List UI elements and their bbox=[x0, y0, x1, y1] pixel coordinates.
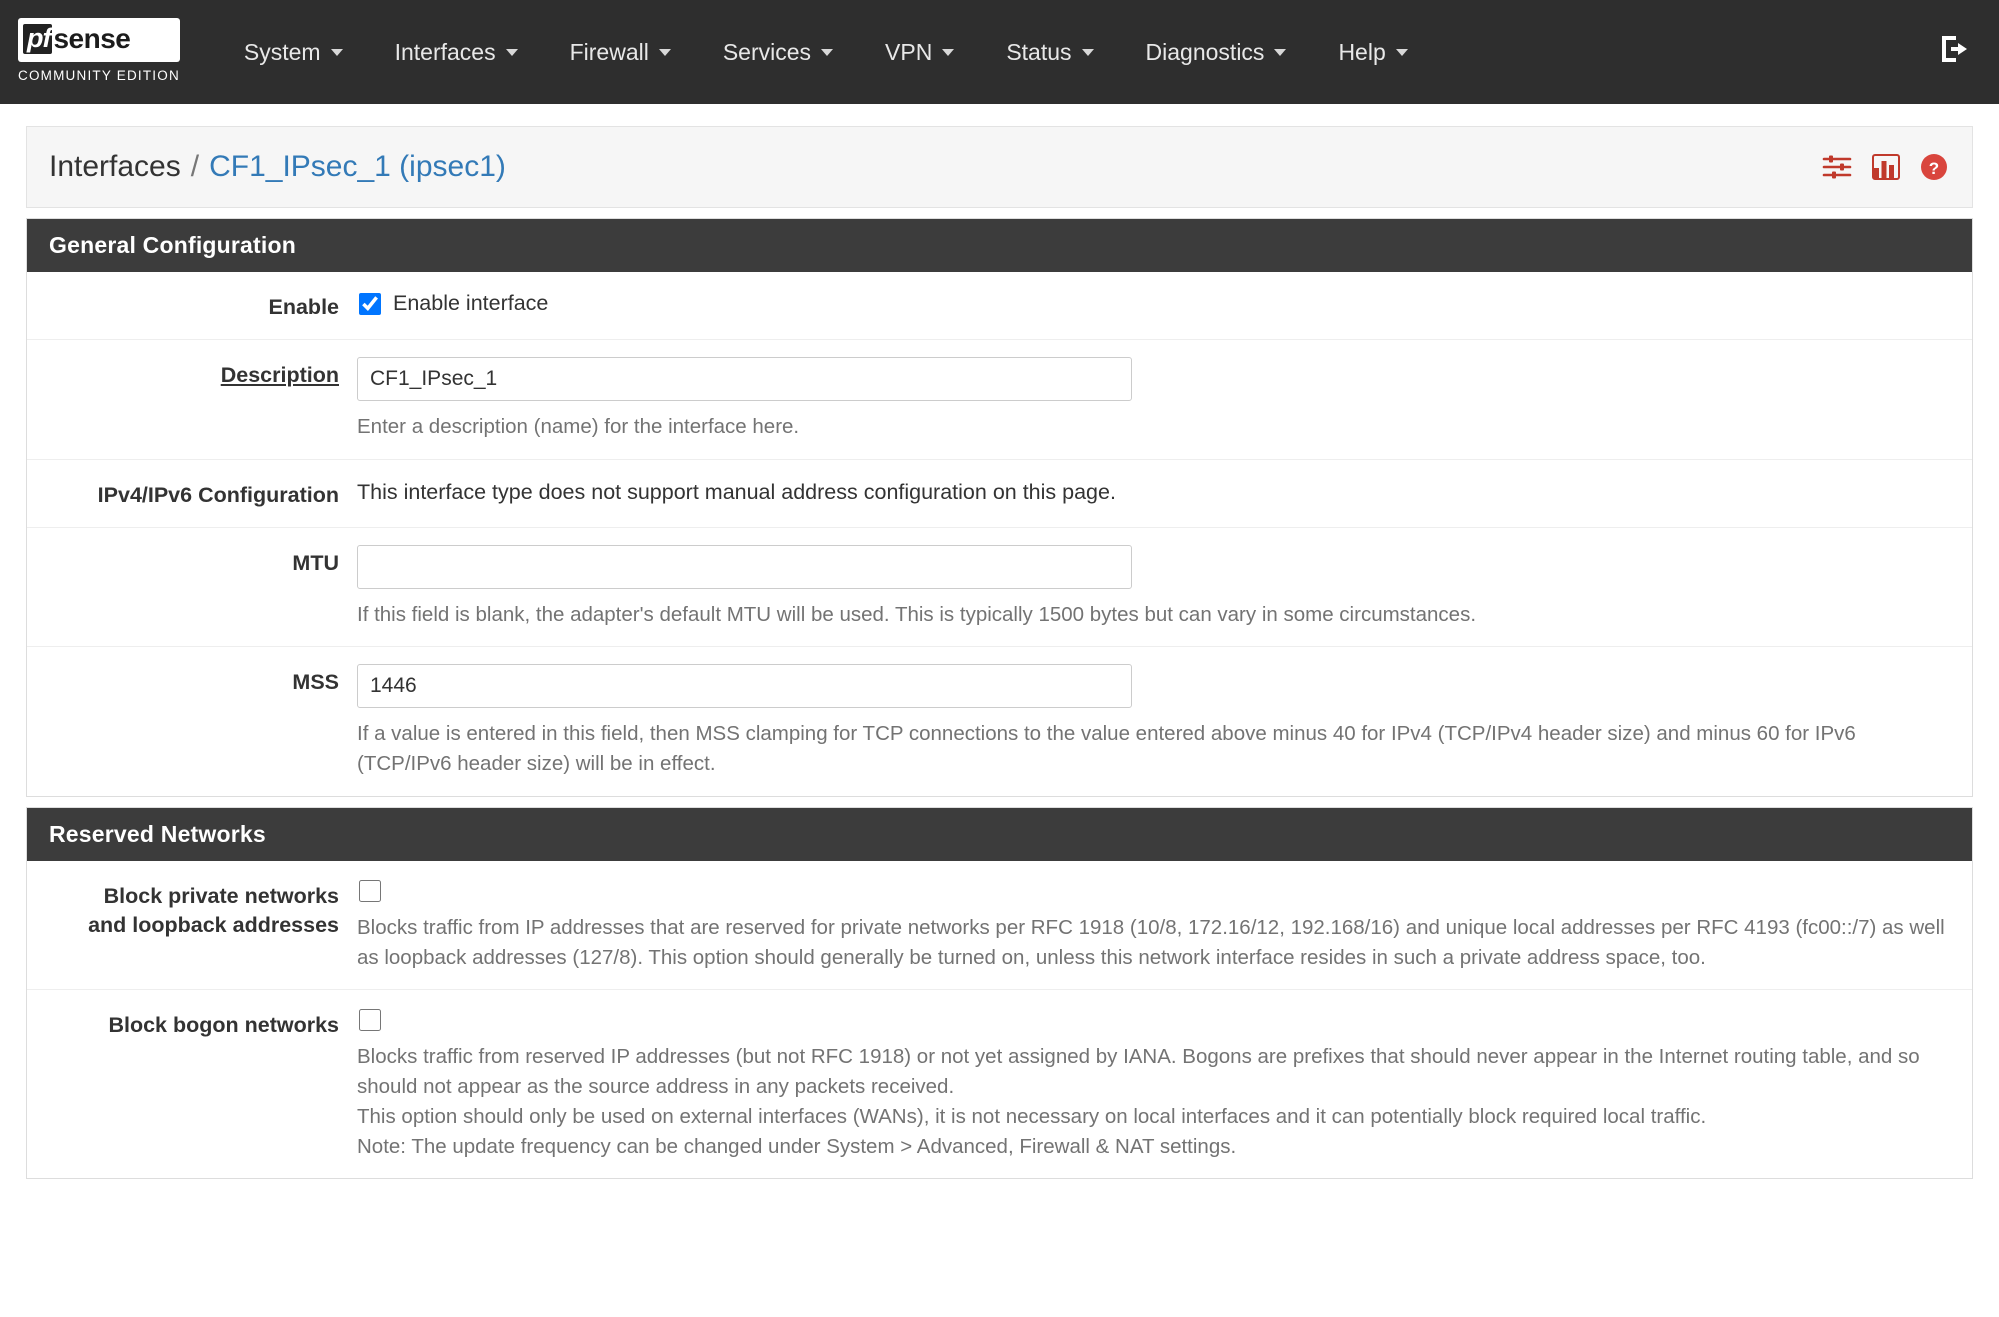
label-mtu: MTU bbox=[292, 550, 339, 575]
block-bogon-help-line2: This option should only be used on external interfaces (WANs), it is not necessary on local interfaces and it can potentially block required local traffic. bbox=[357, 1104, 1707, 1128]
panel-general-title: General Configuration bbox=[27, 219, 1972, 272]
mss-input[interactable] bbox=[357, 664, 1132, 708]
mss-help: If a value is entered in this field, then MSS clamping for TCP connections to the value entered above minus 40 for IPv4 (TCP/IPv4 header size) and minus 60 for IPv6 (TCP/IPv6 header size) will be in effect. bbox=[357, 722, 1856, 776]
nav-item-status[interactable] bbox=[980, 0, 1119, 104]
brand-logo[interactable] bbox=[18, 18, 180, 87]
page-container bbox=[0, 126, 1999, 1179]
block-bogon-checkbox-line bbox=[357, 1007, 1948, 1031]
nav-item-diagnostics[interactable] bbox=[1120, 0, 1313, 104]
block-bogon-networks-checkbox[interactable] bbox=[359, 1009, 381, 1031]
field-block-private-networks bbox=[357, 878, 1972, 972]
panel-reserved-networks bbox=[26, 807, 1973, 1179]
field-block-bogon-networks bbox=[357, 1007, 1972, 1161]
chart-bar-icon[interactable] bbox=[1872, 154, 1900, 180]
field-mtu bbox=[357, 545, 1972, 630]
label-ip-configuration: IPv4/IPv6 Configuration bbox=[97, 482, 339, 507]
brand-sense-text: sense bbox=[53, 23, 131, 54]
nav-item-vpn-label: VPN bbox=[885, 38, 933, 65]
description-input[interactable] bbox=[357, 357, 1132, 401]
chevron-down-icon bbox=[821, 49, 833, 56]
nav-item-firewall[interactable] bbox=[544, 0, 697, 104]
svg-text:?: ? bbox=[1928, 159, 1940, 178]
header-icon-group bbox=[1822, 153, 1948, 181]
panel-general-configuration bbox=[26, 218, 1973, 797]
chevron-down-icon bbox=[506, 49, 518, 56]
enable-interface-label[interactable]: Enable interface bbox=[393, 291, 549, 315]
nav-item-interfaces-label: Interfaces bbox=[394, 38, 496, 65]
row-mtu bbox=[27, 528, 1972, 648]
block-private-help: Blocks traffic from IP addresses that are reserved for private networks per RFC 1918 (10/8, 172.16/12, 192.168/16) and unique local addresses per RFC 4193 (fc00::/7) as well as loopback addresses (127/8). This option should generally be turned on, unless this network interface resides in such a private address space, too. bbox=[357, 915, 1945, 969]
header-spacer bbox=[26, 208, 1973, 218]
nav-item-vpn[interactable] bbox=[859, 0, 980, 104]
row-block-private-networks bbox=[27, 861, 1972, 990]
chevron-down-icon bbox=[1396, 49, 1408, 56]
label-block-private-line1: Block private networks bbox=[103, 883, 339, 908]
nav-menu bbox=[218, 0, 1434, 104]
block-private-checkbox-line bbox=[357, 878, 1948, 902]
field-mss bbox=[357, 664, 1972, 778]
enable-interface-checkbox[interactable] bbox=[359, 293, 381, 315]
label-block-private-networks bbox=[27, 878, 357, 972]
nav-item-help-label: Help bbox=[1338, 38, 1386, 65]
label-block-private-line2: and loopback addresses bbox=[88, 912, 339, 937]
label-description-text: Description bbox=[220, 363, 339, 388]
panel-reserved-body bbox=[27, 861, 1972, 1178]
description-help: Enter a description (name) for the interface here. bbox=[357, 415, 800, 439]
breadcrumb-current[interactable]: CF1_IPsec_1 (ipsec1) bbox=[209, 150, 506, 183]
brand-edition-text: COMMUNITY EDITION bbox=[18, 67, 180, 83]
nav-item-status-label: Status bbox=[1006, 38, 1072, 65]
label-block-bogon-networks: Block bogon networks bbox=[108, 1013, 339, 1038]
row-mss bbox=[27, 647, 1972, 795]
nav-item-services-label: Services bbox=[722, 38, 812, 65]
nav-item-interfaces[interactable] bbox=[369, 0, 544, 104]
nav-item-diagnostics-label: Diagnostics bbox=[1145, 38, 1265, 65]
panel-general-body bbox=[27, 272, 1972, 796]
nav-item-system[interactable] bbox=[218, 0, 369, 104]
block-private-networks-checkbox[interactable] bbox=[359, 880, 381, 902]
page-header bbox=[26, 126, 1973, 208]
row-description bbox=[27, 340, 1972, 460]
nav-item-help[interactable] bbox=[1312, 0, 1433, 104]
breadcrumb-separator: / bbox=[190, 150, 200, 183]
field-description bbox=[357, 357, 1972, 442]
chevron-down-icon bbox=[942, 49, 954, 56]
brand-logo-mark bbox=[18, 18, 180, 62]
label-enable: Enable bbox=[268, 295, 339, 319]
field-ip-configuration bbox=[357, 477, 1972, 510]
ip-configuration-text: This interface type does not support manual address configuration on this page. bbox=[357, 479, 1116, 504]
field-enable bbox=[357, 289, 1972, 322]
mtu-help: If this field is blank, the adapter's default MTU will be used. This is typically 1500 bytes but can vary in some circumstances. bbox=[357, 602, 1477, 626]
chevron-down-icon bbox=[1082, 49, 1094, 56]
panel-gap bbox=[26, 797, 1973, 807]
mtu-input[interactable] bbox=[357, 545, 1132, 589]
logout-icon[interactable] bbox=[1939, 34, 1973, 70]
block-bogon-help-line3: Note: The update frequency can be changed under System > Advanced, Firewall & NAT settings. bbox=[357, 1134, 1237, 1158]
breadcrumb-root: Interfaces bbox=[49, 150, 181, 183]
nav-item-services[interactable] bbox=[697, 0, 859, 104]
enable-checkbox-line bbox=[357, 289, 1948, 316]
row-enable bbox=[27, 272, 1972, 340]
brand-pf-text: pf bbox=[23, 24, 52, 54]
chevron-down-icon bbox=[659, 49, 671, 56]
panel-reserved-title: Reserved Networks bbox=[27, 808, 1972, 861]
nav-item-system-label: System bbox=[243, 38, 321, 65]
help-circle-icon[interactable] bbox=[1920, 153, 1948, 181]
row-ip-configuration bbox=[27, 460, 1972, 528]
chevron-down-icon bbox=[331, 49, 343, 56]
label-description bbox=[27, 357, 357, 442]
sliders-icon[interactable] bbox=[1822, 154, 1852, 180]
row-block-bogon-networks bbox=[27, 990, 1972, 1178]
top-navbar bbox=[0, 0, 1999, 104]
chevron-down-icon bbox=[1274, 49, 1286, 56]
nav-item-firewall-label: Firewall bbox=[569, 38, 649, 65]
label-mss: MSS bbox=[292, 670, 339, 695]
block-bogon-help-line1: Blocks traffic from reserved IP addresses (but not RFC 1918) or not yet assigned by IANA. Bogons are prefixes that should never appear in the Internet routing table, and so should not appear as the source address in any packets received. bbox=[357, 1045, 1920, 1099]
